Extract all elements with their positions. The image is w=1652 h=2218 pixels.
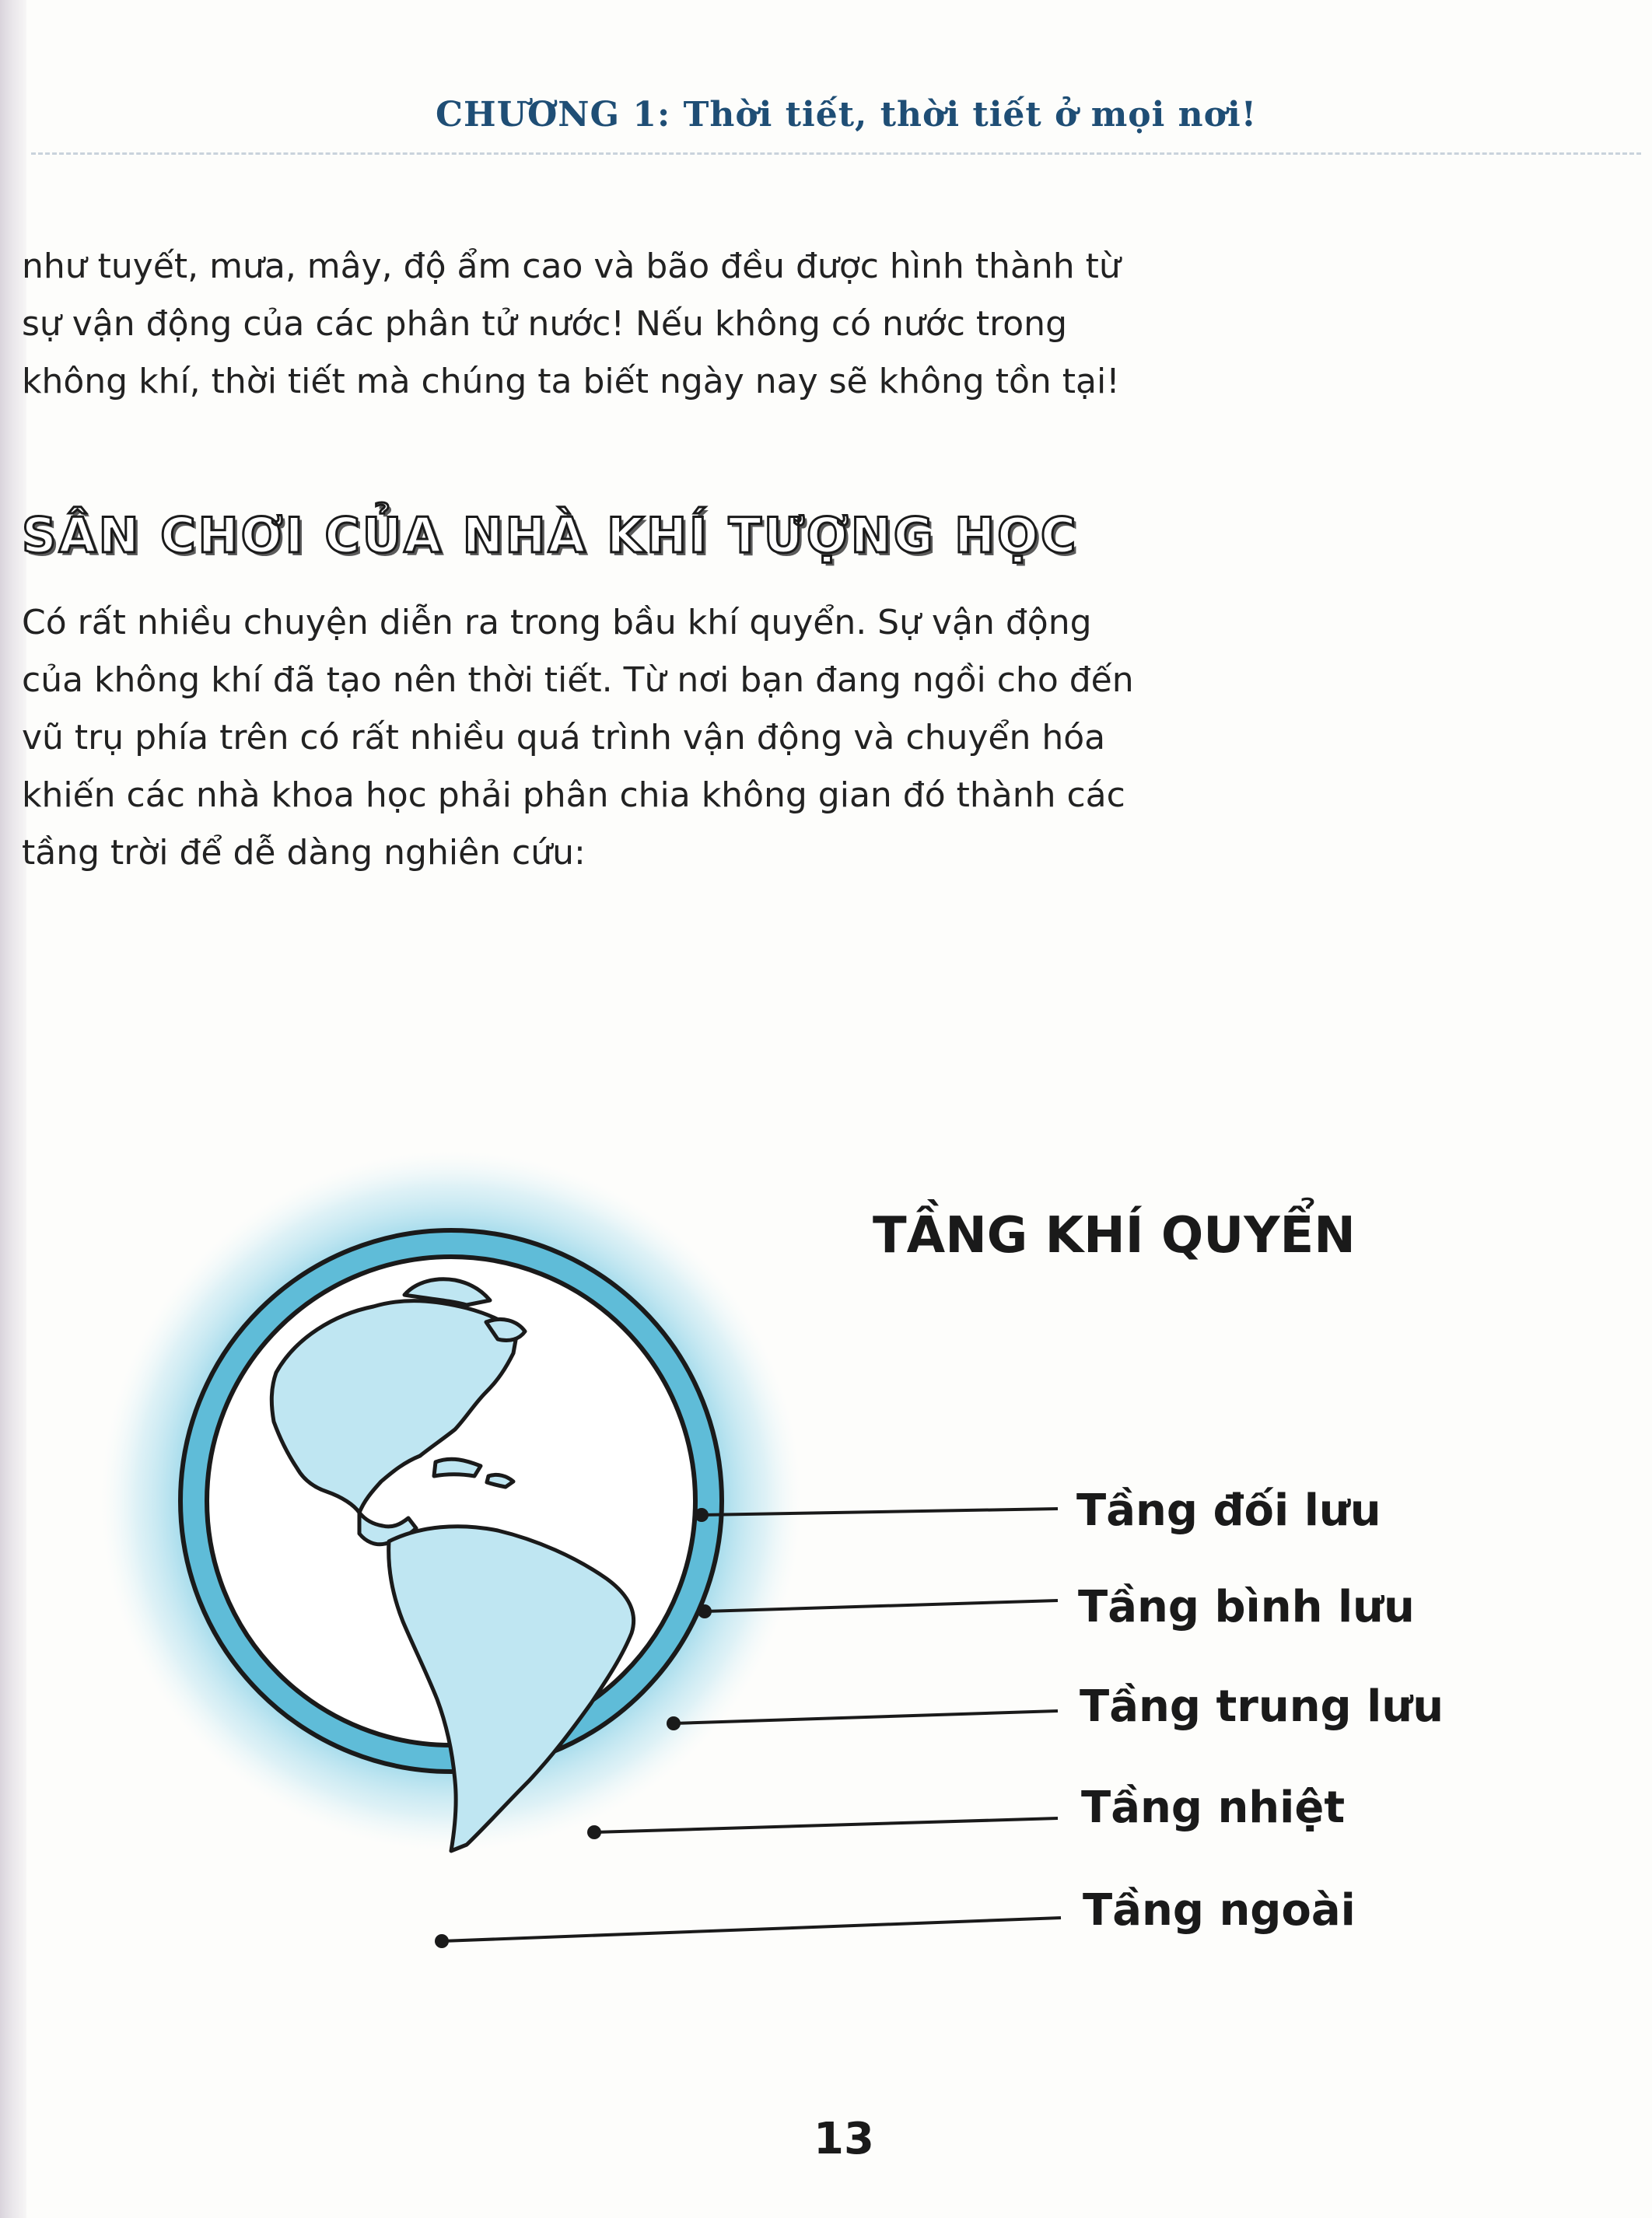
layer-label-thermosphere: Tầng nhiệt [1081,1782,1346,1833]
layer-label-mesosphere: Tầng trung lưu [1080,1681,1444,1732]
layer-label-exosphere: Tầng ngoài [1083,1885,1356,1936]
diagram-title: TẦNG KHÍ QUYỂN [873,1207,1356,1265]
page-number: 13 [814,2114,874,2164]
running-header: CHƯƠNG 1: Thời tiết, thời tiết ở mọi nơi! [436,95,1258,135]
layer-label-troposphere: Tầng đối lưu [1076,1485,1381,1536]
body-paragraph-1: như tuyết, mưa, mây, độ ẩm cao và bão đều được hình thành từ sự vận động của các phân tử nước! Nếu không có nước trong không khí, thời tiết mà chúng ta biết ngày nay sẽ không tồn tại! [22,247,1121,401]
body-paragraph-2: Có rất nhiều chuyện diễn ra trong bầu khí quyển. Sự vận động của không khí đã tạo nên thời tiết. Từ nơi bạn đang ngồi cho đến vũ trụ phía trên có rất nhiều quá trình vận động và chuyển hóa khiến các nhà khoa học phải phân chia không gian đó thành các tầng trời để dễ dàng nghiên cứu: [22,603,1134,873]
section-heading: SÂN CHƠI CỦA NHÀ KHÍ TƯỢNG HỌC [22,507,1079,564]
layer-label-stratosphere: Tầng bình lưu [1078,1582,1415,1632]
